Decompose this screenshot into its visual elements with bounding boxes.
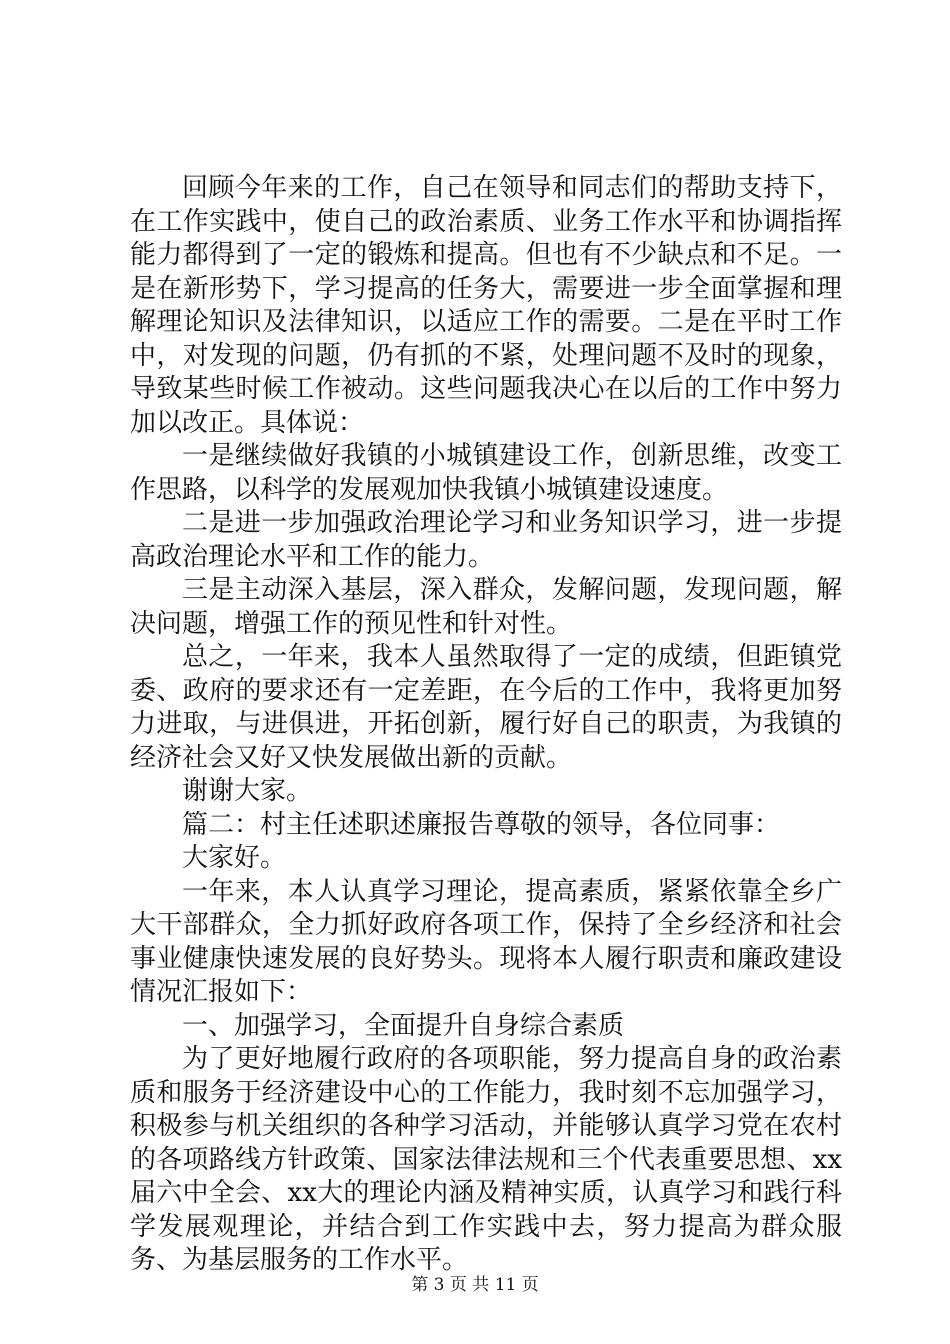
paragraph-summary: 总之，一年来，我本人虽然取得了一定的成绩，但距镇党委、政府的要求还有一定差距，在今后的工作中，我将更加努力进取，与进俱进，开拓创新，履行好自己的职责，为我镇的经济社会又好又快发展做出新的贡献。 [130,642,842,773]
paragraph-review: 回顾今年来的工作，自己在领导和同志们的帮助支持下，在工作实践中，使自己的政治素质、业务工作水平和协调指挥能力都得到了一定的锻炼和提高。但也有不少缺点和不足。一是在新形势下，学习提高的任务大，需要进一步全面掌握和理解理论知识及法律知识，以适应工作的需要。二是在平时工作中，对发现的问题，仍有抓的不紧，处理问题不及时的现象，导致某些时候工作被动。这些问题我决心在以后的工作中努力加以改正。具体说： [130,173,842,438]
paragraph-point-one: 一是继续做好我镇的小城镇建设工作，创新思维，改变工作思路，以科学的发展观加快我镇小城镇建设速度。 [130,441,842,505]
paragraph-thanks: 谢谢大家。 [182,776,313,806]
paragraph-year-overview: 一年来，本人认真学习理论，提高素质，紧紧依靠全乡广大干部群众，全力抓好政府各项工作，保持了全乡经济和社会事业健康快速发展的良好势头。现将本人履行职责和廉政建设情况汇报如下： [130,876,842,1007]
document-body [130,172,842,1278]
subheading-study: 一、加强学习，全面提升自身综合素质 [182,1010,625,1041]
page-number-footer: 第 3 页 共 11 页 [411,1275,539,1295]
paragraph-study-detail: 为了更好地履行政府的各项职能，努力提高自身的政治素质和服务于经济建设中心的工作能力，我时刻不忘加强学习，积极参与机关组织的各种学习活动，并能够认真学习党在农村的各项路线方针政策、国家法律法规和三个代表重要思想、xx届六中全会、xx大的理论内涵及精神实质，认真学习和践行科学发展观理论，并结合到工作实践中去，努力提高为群众服务、为基层服务的工作水平。 [130,1044,842,1275]
section-heading-part-two: 篇二：村主任述职述廉报告尊敬的领导，各位同事： [182,809,781,840]
paragraph-point-three: 三是主动深入基层，深入群众，发解问题，发现问题，解决问题，增强工作的预见性和针对性。 [130,575,842,639]
paragraph-greeting: 大家好。 [182,843,287,873]
paragraph-point-two: 二是进一步加强政治理论学习和业务知识学习，进一步提高政治理论水平和工作的能力。 [130,508,842,572]
